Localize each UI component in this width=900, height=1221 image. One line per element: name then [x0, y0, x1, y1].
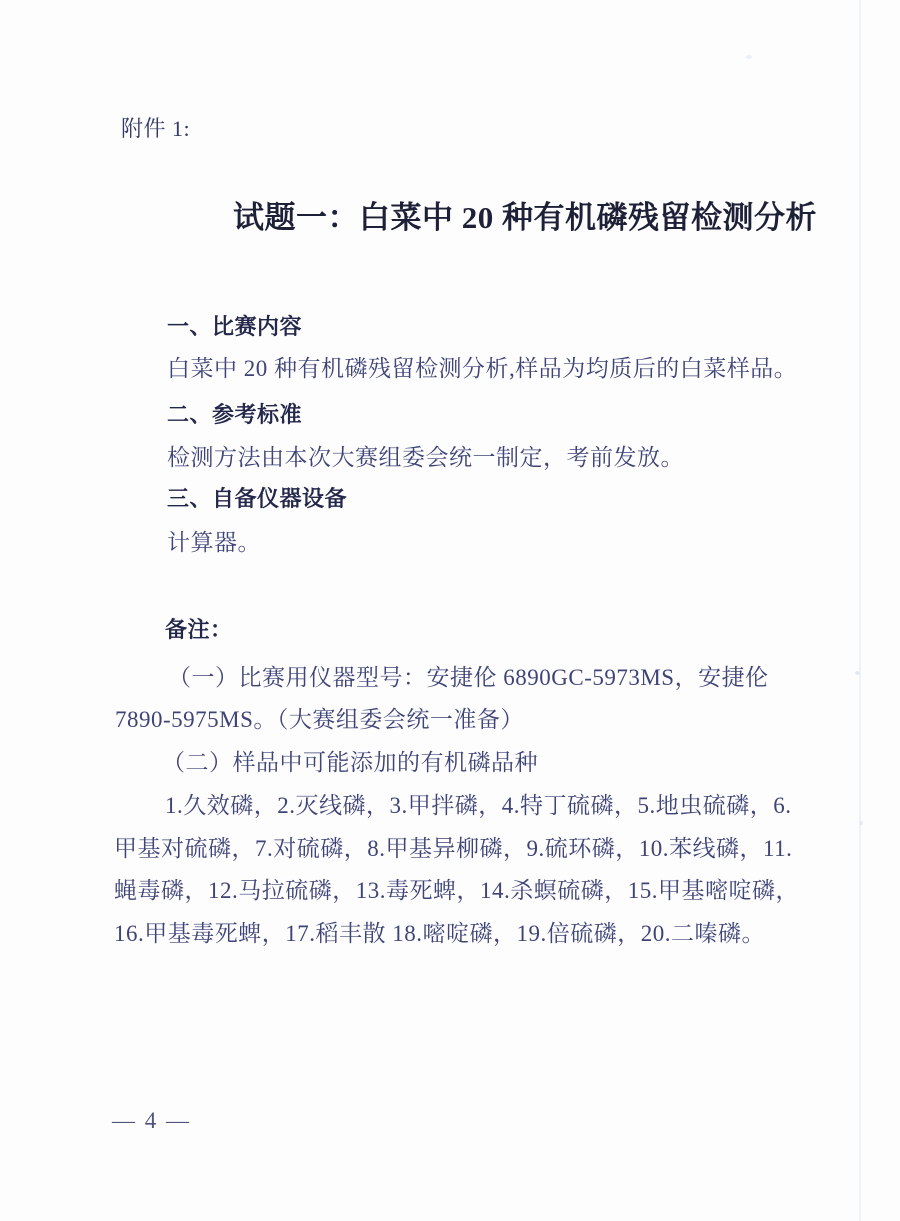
notes-item1-line2: 7890-5975MS。（大赛组委会统一准备） — [115, 707, 524, 732]
section-1-heading: 一、比赛内容 — [167, 314, 303, 339]
scan-artifact-speck — [855, 671, 860, 675]
pesticide-list-line: 1.久效磷，2.灭线磷，3.甲拌磷，4.特丁硫磷，5.地虫硫磷，6. — [165, 793, 792, 818]
pesticide-list-line: 蝇毒磷，12.马拉硫磷，13.毒死蜱，14.杀螟硫磷，15.甲基嘧啶磷， — [114, 878, 799, 903]
scan-artifact-speck — [859, 821, 863, 825]
section-3-body: 计算器。 — [167, 530, 261, 555]
section-1-body: 白菜中 20 种有机磷残留检测分析,样品为均质后的白菜样品。 — [167, 356, 798, 381]
pesticide-list-line: 16.甲基毒死蜱，17.稻丰散 18.嘧啶磷，19.倍硫磷，20.二嗪磷。 — [114, 921, 765, 946]
scan-artifact-speck — [746, 55, 752, 59]
notes-heading: 备注： — [165, 617, 233, 642]
scan-artifact-line — [859, 0, 861, 1221]
attachment-label: 附件 1: — [121, 116, 191, 141]
notes-item2-heading: （二）样品中可能添加的有机磷品种 — [162, 750, 538, 775]
section-2-body: 检测方法由本次大赛组委会统一制定，考前发放。 — [167, 445, 684, 470]
document-title: 试题一：白菜中 20 种有机磷残留检测分析 — [233, 200, 817, 235]
section-3-heading: 三、自备仪器设备 — [167, 486, 348, 511]
pesticide-list-line: 甲基对硫磷，7.对硫磷，8.甲基异柳磷，9.硫环磷，10.苯线磷，11. — [114, 836, 793, 861]
notes-item1-line1: （一）比赛用仪器型号：安捷伦 6890GC-5973MS，安捷伦 — [168, 665, 769, 690]
page-number: — 4 — — [112, 1108, 191, 1133]
section-2-heading: 二、参考标准 — [167, 402, 303, 427]
